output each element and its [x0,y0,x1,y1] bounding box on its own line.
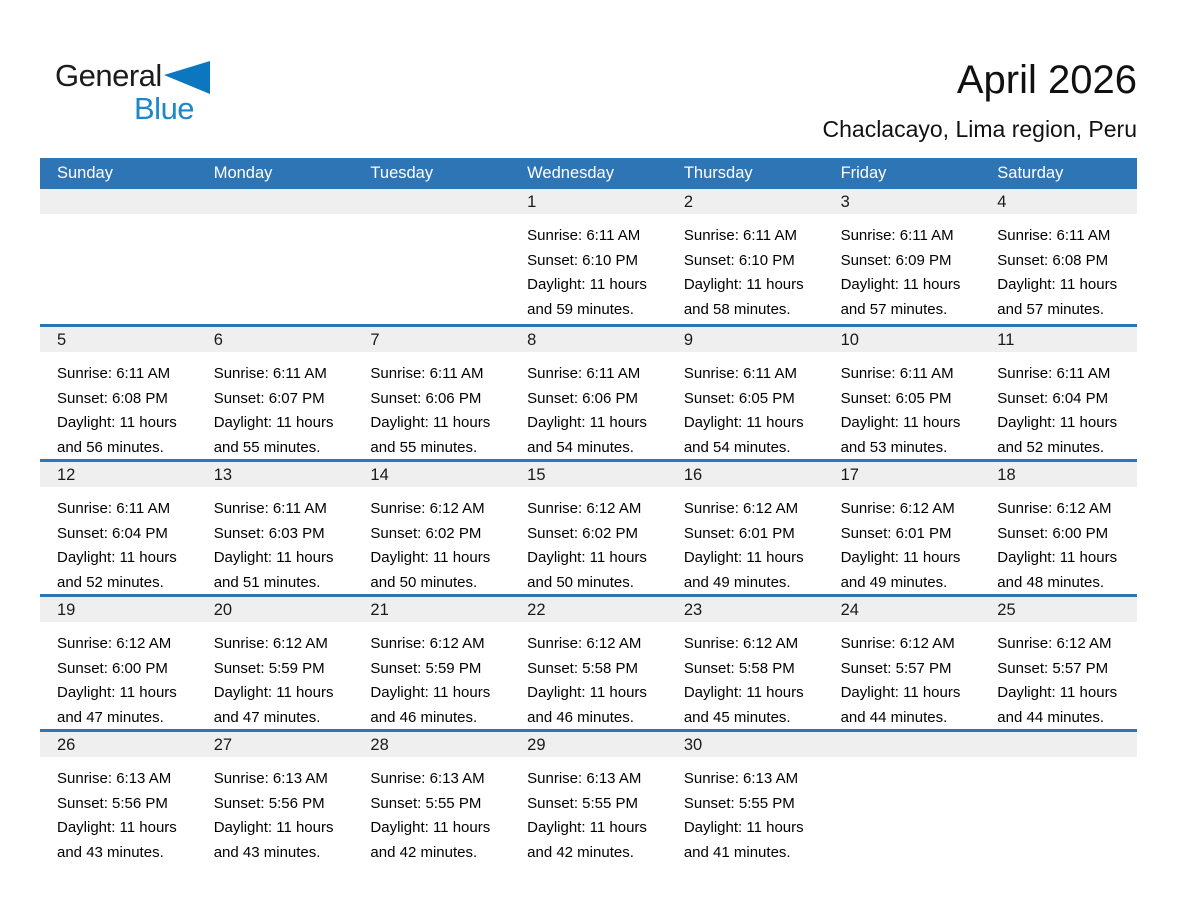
sunrise-text: Sunrise: 6:12 AM [683,635,799,652]
daylight-text-cont: and 46 minutes. [527,708,634,726]
sunrise-text: Sunrise: 6:11 AM [683,227,797,244]
sunset-text: Sunset: 6:03 PM [213,524,325,542]
daylight-text-cont: and 41 minutes. [683,843,791,861]
sunset-text: Sunset: 6:00 PM [997,524,1109,542]
day-number: 21 [370,601,389,619]
day-details [370,767,504,865]
daylight-text: Daylight: 11 hours [57,684,177,701]
sunrise-text: Sunrise: 6:12 AM [370,635,485,652]
day-number: 22 [527,601,546,619]
day-details [214,632,348,730]
page-subtitle: Chaclacayo, Lima region, Peru [822,116,1137,142]
day-number: 26 [57,736,76,754]
sunset-text: Sunset: 6:05 PM [683,389,795,407]
day-details [214,497,348,595]
sunrise-text: Sunrise: 6:11 AM [997,365,1111,382]
weekday-header-tuesday: Tuesday [370,164,434,182]
day-cell-19 [40,597,197,730]
day-number: 9 [683,331,694,349]
sunset-text: Sunset: 6:00 PM [57,659,168,677]
sunrise-text: Sunrise: 6:12 AM [370,500,485,517]
sunset-text: Sunset: 6:04 PM [997,389,1109,407]
sunrise-text: Sunrise: 6:11 AM [840,365,954,382]
sunrise-text: Sunrise: 6:12 AM [997,635,1112,652]
day-details [684,632,818,730]
sunrise-text: Sunrise: 6:11 AM [527,365,641,382]
day-cell-24 [824,597,981,730]
daylight-text: Daylight: 11 hours [57,414,177,431]
sunrise-text: Sunrise: 6:11 AM [683,365,797,382]
daylight-text: Daylight: 11 hours [57,819,177,836]
daylight-text-cont: and 53 minutes. [840,438,948,456]
day-cell-10 [824,327,981,460]
day-number: 23 [683,601,703,619]
daylight-text-cont: and 50 minutes. [370,573,478,591]
day-number: 18 [997,466,1016,484]
sunset-text: Sunset: 5:55 PM [370,794,482,812]
day-details [841,224,975,322]
sunrise-text: Sunrise: 6:12 AM [527,500,642,517]
day-details [214,362,348,460]
week-row [40,189,1137,324]
day-details [684,497,818,595]
daylight-text: Daylight: 11 hours [683,414,804,431]
day-details [527,767,661,865]
sunrise-text: Sunrise: 6:13 AM [527,770,642,787]
daylight-text: Daylight: 11 hours [997,549,1118,566]
day-number: 11 [997,331,1015,349]
sunset-text: Sunset: 6:08 PM [57,389,168,407]
day-details [214,767,348,865]
sunset-text: Sunset: 6:01 PM [840,524,952,542]
sunrise-text: Sunrise: 6:11 AM [213,500,327,517]
sunset-text: Sunset: 5:57 PM [840,659,952,677]
daylight-text-cont: and 49 minutes. [840,573,948,591]
day-number: 29 [527,736,546,754]
day-cell-26 [40,732,197,865]
week-row [40,324,1137,459]
day-cell-empty [40,189,197,324]
day-cell-27 [197,732,354,865]
daylight-text-cont: and 56 minutes. [57,438,164,456]
sunset-text: Sunset: 5:58 PM [527,659,639,677]
day-number: 16 [683,466,703,484]
daylight-text: Daylight: 11 hours [57,549,177,566]
daylight-text: Daylight: 11 hours [213,819,334,836]
daylight-text: Daylight: 11 hours [370,549,491,566]
day-cell-5 [40,327,197,460]
sunset-text: Sunset: 6:04 PM [57,524,168,542]
day-cell-30 [667,732,824,865]
daylight-text-cont: and 55 minutes. [213,438,321,456]
weekday-header-wednesday: Wednesday [527,164,614,182]
sunrise-text: Sunrise: 6:11 AM [213,365,327,382]
calendar-weeks [40,189,1137,864]
day-number: 20 [213,601,233,619]
sunrise-text: Sunrise: 6:11 AM [57,500,171,517]
daylight-text-cont: and 42 minutes. [527,843,634,861]
day-details [527,224,661,322]
day-number: 6 [213,331,223,349]
sunset-text: Sunset: 6:05 PM [840,389,952,407]
sunset-text: Sunset: 5:56 PM [57,794,168,812]
daylight-text: Daylight: 11 hours [370,684,491,701]
sunset-text: Sunset: 6:07 PM [213,389,325,407]
day-number: 28 [370,736,389,754]
day-number: 17 [840,466,859,484]
sunrise-text: Sunrise: 6:11 AM [840,227,954,244]
daylight-text: Daylight: 11 hours [527,414,647,431]
daylight-text-cont: and 59 minutes. [527,300,634,318]
day-number: 13 [213,466,233,484]
day-details [527,497,661,595]
day-cell-15 [510,462,667,595]
week-row [40,729,1137,864]
day-details [684,362,818,460]
day-cell-4 [980,189,1137,324]
weekday-header-thursday: Thursday [683,164,753,182]
header-title-block [823,56,1138,146]
day-cell-20 [197,597,354,730]
sunset-text: Sunset: 6:08 PM [997,251,1109,269]
daylight-text: Daylight: 11 hours [840,684,961,701]
daylight-text-cont: and 42 minutes. [370,843,478,861]
logo-text-general: General [55,58,162,93]
sunset-text: Sunset: 6:10 PM [683,251,795,269]
day-number: 4 [997,193,1007,211]
day-cell-empty [824,732,981,865]
daylight-text: Daylight: 11 hours [683,276,804,293]
day-number: 12 [57,466,76,484]
daylight-text-cont: and 55 minutes. [370,438,478,456]
daylight-text-cont: and 58 minutes. [683,300,791,318]
daylight-text: Daylight: 11 hours [997,414,1118,431]
daylight-text-cont: and 45 minutes. [683,708,791,726]
sunrise-text: Sunrise: 6:11 AM [527,227,641,244]
day-cell-empty [980,732,1137,865]
day-details [997,362,1131,460]
sunrise-text: Sunrise: 6:12 AM [57,635,172,652]
daylight-text: Daylight: 11 hours [527,276,647,293]
daylight-text: Daylight: 11 hours [840,414,961,431]
day-cell-3 [824,189,981,324]
day-cell-13 [197,462,354,595]
day-cell-2 [667,189,824,324]
daylight-text: Daylight: 11 hours [840,549,961,566]
daylight-text: Daylight: 11 hours [527,684,647,701]
sunrise-text: Sunrise: 6:13 AM [370,770,485,787]
sunrise-text: Sunrise: 6:12 AM [527,635,642,652]
sunset-text: Sunset: 5:58 PM [683,659,795,677]
daylight-text-cont: and 52 minutes. [57,573,164,591]
sunrise-text: Sunrise: 6:13 AM [213,770,328,787]
sunset-text: Sunset: 6:10 PM [527,251,639,269]
daylight-text: Daylight: 11 hours [840,276,961,293]
day-cell-9 [667,327,824,460]
day-number: 5 [57,331,67,349]
day-cell-empty [353,189,510,324]
day-details [527,632,661,730]
day-details [684,767,818,865]
daylight-text: Daylight: 11 hours [997,684,1118,701]
day-details [57,767,191,865]
sunset-text: Sunset: 5:55 PM [683,794,795,812]
daylight-text: Daylight: 11 hours [527,549,647,566]
day-number: 8 [527,331,537,349]
daylight-text-cont: and 48 minutes. [997,573,1105,591]
daylight-text-cont: and 44 minutes. [997,708,1105,726]
day-cell-8 [510,327,667,460]
week-row [40,594,1137,729]
day-cell-14 [353,462,510,595]
day-details [997,497,1131,595]
sunset-text: Sunset: 6:02 PM [527,524,639,542]
sunset-text: Sunset: 5:59 PM [370,659,482,677]
day-number: 2 [683,193,694,211]
weekday-header-monday: Monday [213,164,273,182]
daylight-text: Daylight: 11 hours [213,549,334,566]
day-details [841,497,975,595]
day-details [997,224,1131,322]
day-cell-21 [353,597,510,730]
day-cell-29 [510,732,667,865]
sunset-text: Sunset: 5:57 PM [997,659,1109,677]
day-number: 30 [683,736,703,754]
daylight-text: Daylight: 11 hours [527,819,647,836]
daylight-text-cont: and 57 minutes. [840,300,948,318]
sunrise-text: Sunrise: 6:12 AM [997,500,1112,517]
day-number: 25 [997,601,1016,619]
sunset-text: Sunset: 6:09 PM [840,251,952,269]
sunset-text: Sunset: 6:02 PM [370,524,482,542]
daylight-text-cont: and 49 minutes. [683,573,791,591]
daylight-text-cont: and 51 minutes. [213,573,321,591]
day-details [370,632,504,730]
sunrise-text: Sunrise: 6:11 AM [370,365,484,382]
day-cell-11 [980,327,1137,460]
day-number: 14 [370,466,389,484]
daylight-text-cont: and 47 minutes. [213,708,321,726]
sunrise-text: Sunrise: 6:11 AM [57,365,171,382]
day-number: 19 [57,601,76,619]
daylight-text: Daylight: 11 hours [683,819,804,836]
day-details [57,362,191,460]
day-details [841,362,975,460]
sunrise-text: Sunrise: 6:11 AM [997,227,1111,244]
weekday-header-saturday: Saturday [997,164,1064,182]
daylight-text-cont: and 47 minutes. [57,708,164,726]
sunset-text: Sunset: 6:06 PM [370,389,482,407]
daylight-text: Daylight: 11 hours [370,819,491,836]
day-cell-28 [353,732,510,865]
day-details [370,497,504,595]
daylight-text: Daylight: 11 hours [370,414,491,431]
weekday-header-friday: Friday [840,164,887,182]
day-details [997,632,1131,730]
daylight-text: Daylight: 11 hours [683,684,804,701]
sunset-text: Sunset: 5:59 PM [213,659,325,677]
day-details [527,362,661,460]
day-cell-23 [667,597,824,730]
day-cell-18 [980,462,1137,595]
logo-text-blue: Blue [134,91,195,126]
sunset-text: Sunset: 5:56 PM [213,794,325,812]
daylight-text: Daylight: 11 hours [683,549,804,566]
sunrise-text: Sunrise: 6:12 AM [840,500,955,517]
weekday-header-row [40,158,1137,189]
daylight-text: Daylight: 11 hours [213,414,334,431]
day-cell-6 [197,327,354,460]
day-cell-16 [667,462,824,595]
calendar-table [40,158,1137,864]
day-details [684,224,818,322]
day-cell-17 [824,462,981,595]
day-cell-empty [197,189,354,324]
day-number: 15 [527,466,546,484]
day-number: 7 [370,331,380,349]
daylight-text-cont: and 50 minutes. [527,573,634,591]
daylight-text-cont: and 54 minutes. [527,438,634,456]
sunrise-text: Sunrise: 6:13 AM [57,770,172,787]
day-number: 1 [527,193,537,211]
sunset-text: Sunset: 6:06 PM [527,389,639,407]
sunset-text: Sunset: 6:01 PM [683,524,795,542]
sunrise-text: Sunrise: 6:12 AM [840,635,955,652]
day-cell-22 [510,597,667,730]
day-details [57,632,191,730]
week-row [40,459,1137,594]
sunrise-text: Sunrise: 6:12 AM [683,500,799,517]
day-number: 10 [840,331,859,349]
day-details [370,362,504,460]
day-number: 27 [213,736,233,754]
day-number: 24 [840,601,859,619]
daylight-text-cont: and 57 minutes. [997,300,1105,318]
daylight-text-cont: and 43 minutes. [213,843,321,861]
daylight-text-cont: and 52 minutes. [997,438,1105,456]
daylight-text-cont: and 54 minutes. [683,438,791,456]
day-details [841,632,975,730]
day-number: 3 [840,193,850,211]
daylight-text-cont: and 43 minutes. [57,843,164,861]
sunrise-text: Sunrise: 6:12 AM [213,635,328,652]
general-blue-logo [55,58,255,126]
page-title: April 2026 [956,58,1137,102]
day-cell-25 [980,597,1137,730]
sunset-text: Sunset: 5:55 PM [527,794,639,812]
day-cell-7 [353,327,510,460]
daylight-text-cont: and 44 minutes. [840,708,948,726]
daylight-text: Daylight: 11 hours [213,684,334,701]
weekday-header-sunday: Sunday [57,164,113,182]
day-cell-1 [510,189,667,324]
day-cell-12 [40,462,197,595]
sunrise-text: Sunrise: 6:13 AM [683,770,799,787]
daylight-text: Daylight: 11 hours [997,276,1118,293]
day-details [57,497,191,595]
daylight-text-cont: and 46 minutes. [370,708,478,726]
